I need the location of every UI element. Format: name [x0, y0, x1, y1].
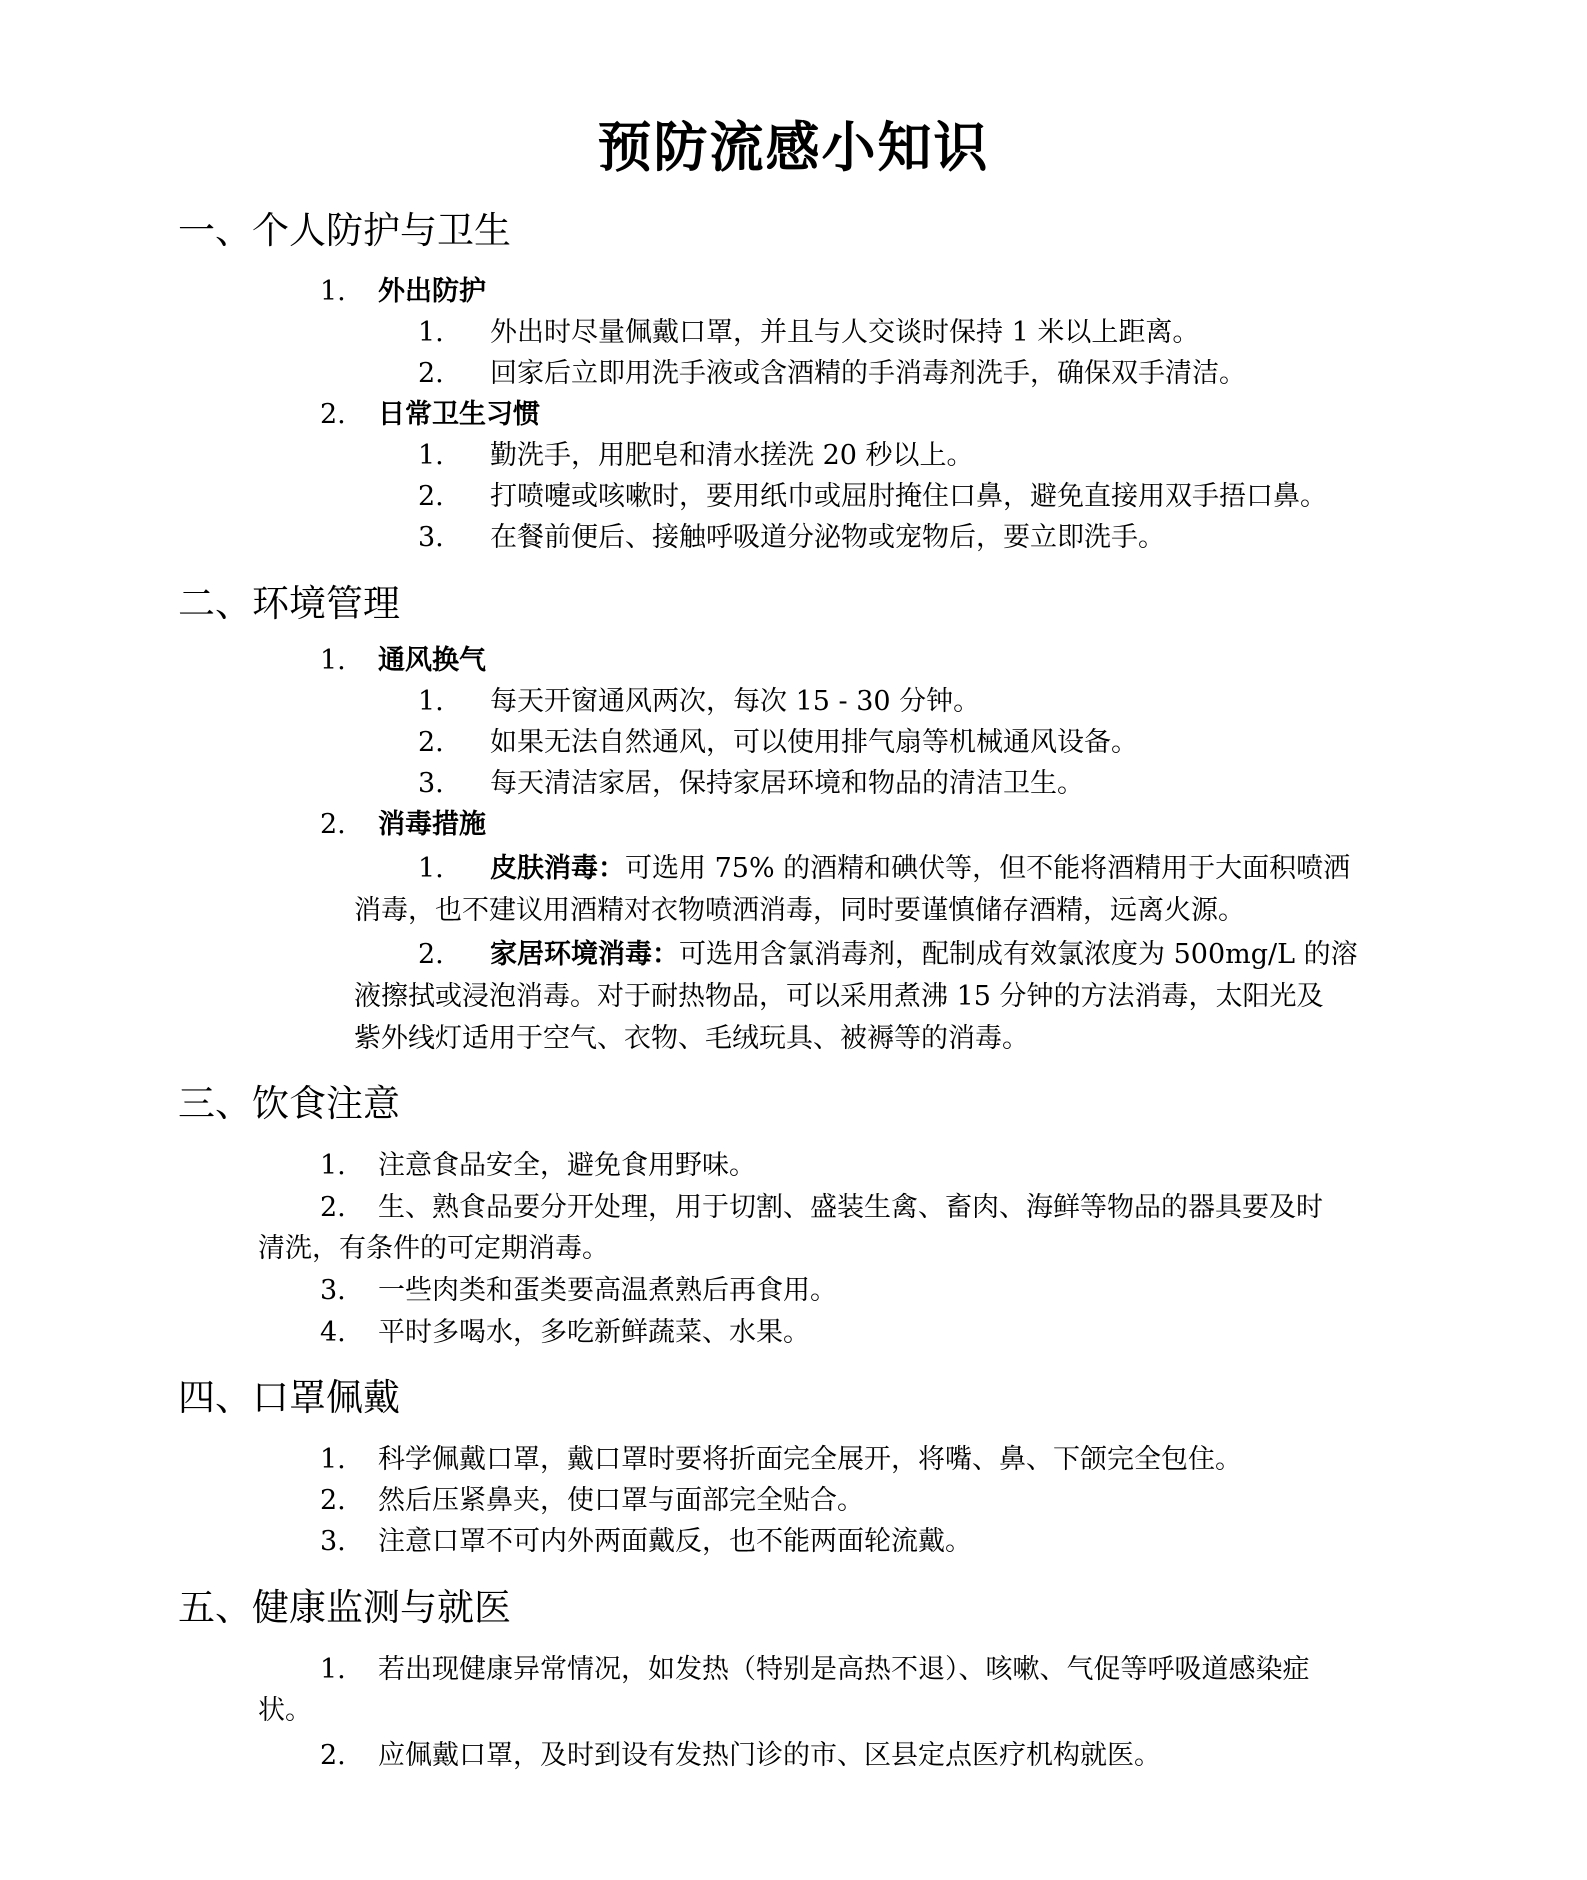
list-number: 2.: [320, 399, 346, 430]
list-item-continuation: 紫外线灯适用于空气、衣物、毛绒玩具、被褥等的消毒。: [354, 1023, 1029, 1054]
subsection-heading: [320, 394, 540, 435]
list-item-continuation: 状。: [258, 1695, 312, 1726]
list-item-first-line: [418, 848, 1351, 889]
list-item: [418, 476, 1327, 517]
list-item: [418, 517, 1165, 558]
list-item-text: 生、熟食品要分开处理，用于切割、盛装生禽、畜肉、海鲜等物品的器具要及时: [378, 1192, 1323, 1223]
list-number: 1.: [320, 1150, 346, 1181]
list-number: 2.: [320, 1192, 346, 1223]
list-number: 1.: [320, 276, 346, 307]
list-number: 2.: [418, 481, 444, 512]
list-item: [418, 435, 974, 476]
list-number: 2.: [320, 1740, 346, 1771]
list-number: 2.: [418, 727, 444, 758]
list-item-text: 在餐前便后、接触呼吸道分泌物或宠物后，要立即洗手。: [490, 522, 1165, 553]
list-item-text: 可选用含氯消毒剂，配制成有效氯浓度为 500mg/L 的溶: [679, 939, 1358, 970]
list-number: 2.: [320, 1485, 346, 1516]
list-item-text: 应佩戴口罩，及时到设有发热门诊的市、区县定点医疗机构就医。: [378, 1740, 1161, 1771]
list-number: 3.: [418, 522, 444, 553]
subsection-title: 消毒措施: [378, 809, 486, 840]
list-item-text: 注意口罩不可内外两面戴反，也不能两面轮流戴。: [378, 1526, 972, 1557]
list-item-text: 然后压紧鼻夹，使口罩与面部完全贴合。: [378, 1485, 864, 1516]
list-item-first-line: [320, 1649, 1310, 1690]
list-number: 2.: [320, 809, 346, 840]
list-item-first-line: [320, 1187, 1323, 1228]
list-item-text: 注意食品安全，避免食用野味。: [378, 1150, 756, 1181]
section-heading: 一、个人防护与卫生: [178, 209, 511, 252]
list-item: [418, 681, 981, 722]
list-item-first-line: [418, 934, 1358, 975]
list-number: 1.: [418, 686, 444, 717]
list-item: [320, 1145, 756, 1186]
list-item-text: 若出现健康异常情况，如发热（特别是高热不退）、咳嗽、气促等呼吸道感染症: [378, 1654, 1310, 1685]
section-heading: 二、环境管理: [178, 582, 400, 625]
list-item: [320, 1439, 1242, 1480]
section-heading: 五、健康监测与就医: [178, 1586, 511, 1629]
list-number: 1.: [320, 1654, 346, 1685]
list-item-text: 外出时尽量佩戴口罩，并且与人交谈时保持 1 米以上距离。: [490, 317, 1200, 348]
subsection-heading: [320, 271, 486, 312]
section-heading: 三、饮食注意: [178, 1082, 400, 1125]
list-item-text: 科学佩戴口罩，戴口罩时要将折面完全展开，将嘴、鼻、下颌完全包住。: [378, 1444, 1242, 1475]
subsection-title: 外出防护: [378, 276, 486, 307]
list-number: 3.: [418, 768, 444, 799]
list-item: [320, 1521, 972, 1562]
section-heading: 四、口罩佩戴: [178, 1376, 400, 1419]
item-lead-label: 家居环境消毒：: [490, 939, 679, 970]
list-number: 1.: [320, 1444, 346, 1475]
list-number: 2.: [418, 939, 444, 970]
subsection-title: 日常卫生习惯: [378, 399, 540, 430]
list-item: [418, 312, 1200, 353]
list-item-continuation: 清洗，有条件的可定期消毒。: [258, 1233, 609, 1264]
subsection-title: 通风换气: [378, 645, 486, 676]
list-item-text: 可选用 75% 的酒精和碘伏等，但不能将酒精用于大面积喷洒: [625, 853, 1351, 884]
list-item: [320, 1735, 1161, 1776]
list-number: 1.: [418, 853, 444, 884]
list-number: 3.: [320, 1526, 346, 1557]
list-item-continuation: 消毒，也不建议用酒精对衣物喷洒消毒，同时要谨慎储存酒精，远离火源。: [354, 895, 1245, 926]
list-number: 2.: [418, 358, 444, 389]
list-item-text: 回家后立即用洗手液或含酒精的手消毒剂洗手，确保双手清洁。: [490, 358, 1246, 389]
list-item: [418, 353, 1246, 394]
list-item-text: 如果无法自然通风，可以使用排气扇等机械通风设备。: [490, 727, 1138, 758]
list-item-text: 平时多喝水，多吃新鲜蔬菜、水果。: [378, 1317, 810, 1348]
list-item-text: 一些肉类和蛋类要高温煮熟后再食用。: [378, 1275, 837, 1306]
list-item-text: 打喷嚏或咳嗽时，要用纸巾或屈肘掩住口鼻，避免直接用双手捂口鼻。: [490, 481, 1327, 512]
list-number: 1.: [418, 440, 444, 471]
list-item-text: 每天开窗通风两次，每次 15 - 30 分钟。: [490, 686, 981, 717]
list-item-continuation: 液擦拭或浸泡消毒。对于耐热物品，可以采用煮沸 15 分钟的方法消毒，太阳光及: [354, 981, 1324, 1012]
list-item: [418, 722, 1138, 763]
list-item-text: 勤洗手，用肥皂和清水搓洗 20 秒以上。: [490, 440, 974, 471]
subsection-heading: [320, 804, 486, 845]
list-number: 4.: [320, 1317, 346, 1348]
list-item-text: 每天清洁家居，保持家居环境和物品的清洁卫生。: [490, 768, 1084, 799]
list-item: [320, 1480, 864, 1521]
subsection-heading: [320, 640, 486, 681]
list-item: [320, 1312, 810, 1353]
item-lead-label: 皮肤消毒：: [490, 853, 625, 884]
list-number: 1.: [418, 317, 444, 348]
list-item: [418, 763, 1084, 804]
list-item: [320, 1270, 837, 1311]
document-title: 预防流感小知识: [597, 116, 990, 179]
list-number: 3.: [320, 1275, 346, 1306]
list-number: 1.: [320, 645, 346, 676]
